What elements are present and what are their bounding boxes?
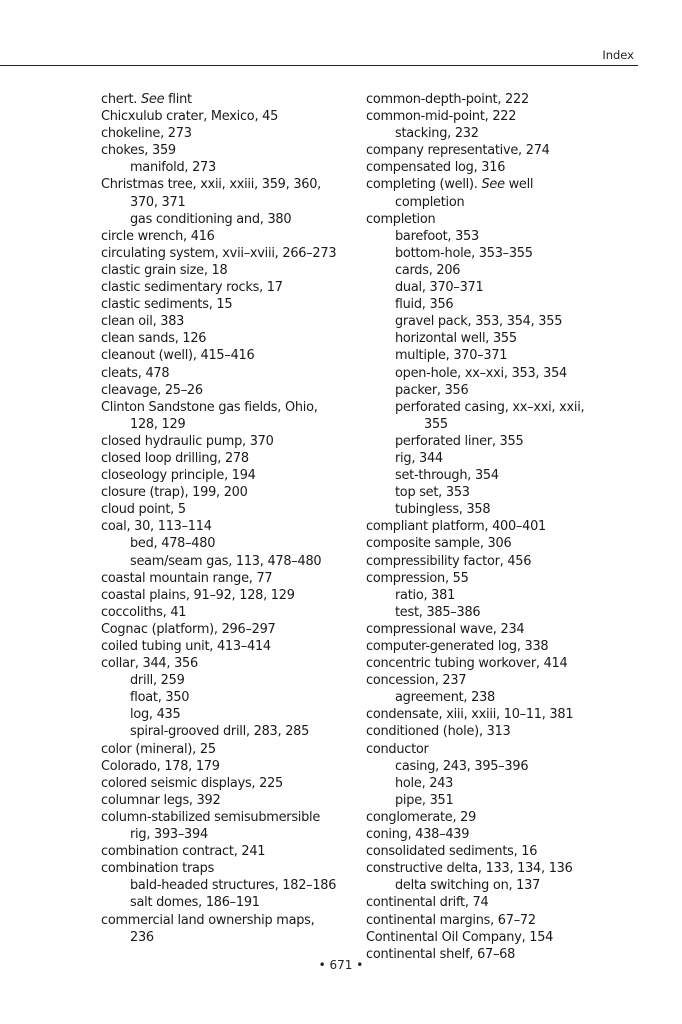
index-entry [101, 91, 371, 108]
index-entry-text: coastal mountain range, 77 [101, 570, 273, 586]
index-entry-text: packer, 356 [395, 382, 469, 398]
index-entry [366, 553, 636, 570]
index-entry [366, 723, 636, 740]
index-entry-text: rig, 393–394 [130, 827, 208, 843]
index-entry-text: conglomerate, 29 [366, 809, 477, 825]
index-entry [366, 433, 636, 450]
index-entry-text: coccoliths, 41 [101, 604, 187, 620]
index-entry-text: closed loop drilling, 278 [101, 450, 249, 466]
index-entry-text: clean sands, 126 [101, 331, 207, 347]
index-entry [101, 347, 371, 364]
index-entry-text: collar, 344, 356 [101, 656, 198, 672]
index-entry-text: cleavage, 25–26 [101, 382, 203, 398]
index-entry-text: 236 [130, 929, 154, 945]
index-entry [366, 809, 636, 826]
index-entry-text: coiled tubing unit, 413–414 [101, 639, 271, 654]
index-entry [101, 809, 371, 826]
index-entry-text: closed hydraulic pump, 370 [101, 433, 274, 449]
index-entry-text: set-through, 354 [395, 468, 499, 484]
index-entry-text: color (mineral), 25 [101, 741, 216, 757]
index-entry [366, 194, 636, 211]
index-entry-text: columnar legs, 392 [101, 792, 221, 808]
index-entry-text: condensate, xiii, xxiii, 10–11, 381 [366, 707, 574, 723]
index-entry [101, 775, 371, 792]
index-entry [101, 843, 371, 860]
index-entry-text: conductor [366, 741, 429, 757]
index-entry-text: hole, 243 [395, 775, 454, 791]
index-entry-text: compliant platform, 400–401 [366, 519, 546, 535]
index-entry-text: continental drift, 74 [366, 895, 489, 911]
index-entry [366, 347, 636, 364]
index-entry-text: combination traps [101, 861, 215, 877]
index-entry-text: perforated casing, xx–xxi, xxii, [395, 399, 585, 415]
index-entry [366, 929, 636, 946]
index-entry [366, 399, 636, 416]
index-entry-text: coning, 438–439 [366, 827, 470, 843]
index-entry [366, 245, 636, 262]
index-column-right [366, 91, 636, 963]
index-entry [366, 228, 636, 245]
index-entry [366, 211, 636, 228]
index-entry-text: closure (trap), 199, 200 [101, 485, 248, 501]
index-entry-text: continental margins, 67–72 [366, 912, 536, 928]
index-entry [366, 775, 636, 792]
index-entry-text: Clinton Sandstone gas fields, Ohio, [101, 399, 318, 415]
index-entry-text: consolidated sediments, 16 [366, 844, 538, 860]
index-entry [366, 621, 636, 638]
index-entry-text: concession, 237 [366, 673, 467, 689]
index-entry-text: compensated log, 316 [366, 160, 506, 176]
index-entry-text: clean oil, 383 [101, 314, 185, 330]
index-entry [101, 723, 371, 740]
index-entry [366, 826, 636, 843]
index-entry-text: company representative, 274 [366, 143, 550, 159]
index-entry [101, 621, 371, 638]
index-entry-text: chokes, 359 [101, 143, 176, 159]
index-entry-text: gas conditioning and, 380 [130, 211, 292, 227]
index-entry-text: clastic sedimentary rocks, 17 [101, 280, 283, 296]
index-entry-text: common-depth-point, 222 [366, 92, 529, 107]
index-entry-text: chert. [101, 92, 141, 107]
index-entry [101, 399, 371, 416]
index-entry-text: clastic grain size, 18 [101, 262, 228, 278]
index-entry-text: cards, 206 [395, 262, 461, 278]
index-entry [366, 262, 636, 279]
index-entry-text: Colorado, 178, 179 [101, 758, 220, 774]
index-entry [101, 211, 371, 228]
index-entry [366, 535, 636, 552]
index-entry [101, 279, 371, 296]
index-entry-text: Cognac (platform), 296–297 [101, 621, 276, 637]
cross-reference-see: See [481, 177, 505, 193]
index-entry-text: barefoot, 353 [395, 228, 479, 244]
page-number: • 671 • [318, 958, 364, 972]
index-entry [101, 467, 371, 484]
index-entry [366, 894, 636, 911]
index-column-left [101, 91, 371, 946]
index-entry [101, 518, 371, 535]
index-entry-text: test, 385–386 [395, 604, 481, 620]
index-entry [366, 159, 636, 176]
index-entry-text: float, 350 [130, 690, 190, 706]
index-entry-text: cleats, 478 [101, 365, 170, 381]
index-entry [101, 262, 371, 279]
index-entry-text: clastic sediments, 15 [101, 297, 233, 313]
index-entry [366, 108, 636, 125]
index-entry-text: ratio, 381 [395, 587, 456, 603]
index-entry-text: bald-headed structures, 182–186 [130, 878, 337, 894]
index-entry-text: circle wrench, 416 [101, 228, 215, 244]
index-entry-text: constructive delta, 133, 134, 136 [366, 861, 573, 877]
index-entry [366, 604, 636, 621]
index-entry [101, 655, 371, 672]
index-entry [366, 365, 636, 382]
index-entry-text: bottom-hole, 353–355 [395, 245, 533, 261]
index-entry [101, 433, 371, 450]
index-entry [101, 672, 371, 689]
index-entry [101, 108, 371, 125]
index-entry [366, 843, 636, 860]
index-entry-text: spiral-grooved drill, 283, 285 [130, 724, 310, 740]
index-entry [101, 706, 371, 723]
index-entry-text: closeology principle, 194 [101, 468, 256, 484]
index-entry [366, 877, 636, 894]
index-entry-text: compressional wave, 234 [366, 621, 525, 637]
index-entry-text: completing (well). [366, 177, 482, 193]
index-entry [101, 638, 371, 655]
index-entry [366, 758, 636, 775]
index-entry-text: compressibility factor, 456 [366, 553, 532, 569]
index-entry [101, 792, 371, 809]
index-entry [366, 416, 636, 433]
index-entry-text: log, 435 [130, 707, 181, 723]
index-entry [101, 570, 371, 587]
index-entry-text: composite sample, 306 [366, 536, 512, 552]
index-entry [366, 382, 636, 399]
index-entry-text: compression, 55 [366, 570, 469, 586]
index-entry-text: circulating system, xvii–xviii, 266–273 [101, 245, 337, 261]
index-entry [366, 125, 636, 142]
index-entry [101, 604, 371, 621]
index-entry-text: horizontal well, 355 [395, 331, 517, 347]
index-entry-text: seam/seam gas, 113, 478–480 [130, 553, 322, 569]
index-entry-text: 128, 129 [130, 416, 186, 432]
index-entry-text: salt domes, 186–191 [130, 895, 260, 911]
index-entry [366, 484, 636, 501]
index-entry [101, 142, 371, 159]
index-entry-text: coastal plains, 91–92, 128, 129 [101, 587, 295, 603]
index-entry-text: fluid, 356 [395, 297, 454, 313]
index-entry-text: combination contract, 241 [101, 844, 266, 860]
index-entry-text: commercial land ownership maps, [101, 912, 315, 928]
index-entry-text: coal, 30, 113–114 [101, 519, 212, 535]
index-entry-text: concentric tubing workover, 414 [366, 656, 568, 672]
index-entry-text: flint [164, 92, 192, 107]
index-entry [366, 587, 636, 604]
index-entry [101, 535, 371, 552]
index-entry-text: conditioned (hole), 313 [366, 724, 511, 740]
index-entry [101, 176, 371, 193]
index-entry [101, 330, 371, 347]
index-entry [101, 553, 371, 570]
index-entry-text: chokeline, 273 [101, 126, 192, 142]
index-entry [101, 587, 371, 604]
index-entry [101, 313, 371, 330]
index-entry-text: computer-generated log, 338 [366, 639, 549, 654]
index-entry [101, 416, 371, 433]
index-entry [101, 228, 371, 245]
index-entry-text: bed, 478–480 [130, 536, 216, 552]
index-entry-text: completion [366, 211, 436, 227]
index-entry-text: rig, 344 [395, 450, 443, 466]
index-entry-text: pipe, 351 [395, 792, 454, 808]
index-entry [101, 758, 371, 775]
index-entry [101, 501, 371, 518]
index-entry [101, 826, 371, 843]
index-entry-text: delta switching on, 137 [395, 878, 541, 894]
index-entry-text: colored seismic displays, 225 [101, 775, 283, 791]
index-entry-text: perforated liner, 355 [395, 433, 524, 449]
index-entry-text: Continental Oil Company, 154 [366, 929, 554, 945]
index-entry [366, 91, 636, 108]
index-entry-text: 355 [424, 416, 448, 432]
index-entry-text: column-stabilized semisubmersible [101, 809, 321, 825]
header-rule [0, 65, 638, 66]
index-entry [366, 518, 636, 535]
running-head: Index [602, 48, 634, 62]
index-entry-text: dual, 370–371 [395, 280, 484, 296]
index-entry-text: cloud point, 5 [101, 502, 186, 518]
index-entry [101, 382, 371, 399]
index-entry [366, 860, 636, 877]
index-entry-text: Chicxulub crater, Mexico, 45 [101, 109, 279, 125]
index-entry [366, 912, 636, 929]
index-entry [101, 689, 371, 706]
index-entry-text: agreement, 238 [395, 690, 495, 706]
index-entry [101, 741, 371, 758]
index-entry-text: casing, 243, 395–396 [395, 758, 529, 774]
index-entry [366, 672, 636, 689]
index-entry-text: multiple, 370–371 [395, 348, 508, 364]
index-entry [101, 894, 371, 911]
index-entry-text: open-hole, xx–xxi, 353, 354 [395, 365, 567, 381]
index-entry [366, 741, 636, 758]
index-entry [101, 877, 371, 894]
index-entry [366, 638, 636, 655]
index-entry-text: 370, 371 [130, 194, 186, 210]
index-entry-text: completion [395, 194, 465, 210]
index-entry [366, 279, 636, 296]
index-entry-text: drill, 259 [130, 673, 185, 689]
index-entry [366, 570, 636, 587]
index-entry [366, 706, 636, 723]
index-entry [366, 313, 636, 330]
index-entry-text: Christmas tree, xxii, xxiii, 359, 360, [101, 177, 322, 193]
index-entry [101, 159, 371, 176]
index-entry [101, 296, 371, 313]
index-entry-text: manifold, 273 [130, 160, 216, 176]
index-entry [366, 467, 636, 484]
index-entry-text: tubingless, 358 [395, 502, 491, 518]
index-entry [366, 689, 636, 706]
index-entry [101, 365, 371, 382]
index-entry [366, 792, 636, 809]
index-entry-text: common-mid-point, 222 [366, 109, 517, 125]
index-entry [101, 450, 371, 467]
index-entry [366, 176, 636, 193]
index-entry [366, 142, 636, 159]
index-entry [101, 912, 371, 929]
index-entry-text: top set, 353 [395, 485, 470, 501]
index-entry-text: well [504, 177, 534, 193]
index-entry [366, 501, 636, 518]
index-entry [366, 450, 636, 467]
index-entry [366, 296, 636, 313]
index-entry [366, 330, 636, 347]
index-entry [101, 484, 371, 501]
index-entry-text: gravel pack, 353, 354, 355 [395, 314, 563, 330]
index-entry [366, 655, 636, 672]
index-entry [101, 125, 371, 142]
index-entry [101, 929, 371, 946]
index-entry-text: continental shelf, 67–68 [366, 946, 516, 962]
index-entry [101, 245, 371, 262]
index-entry [101, 860, 371, 877]
index-entry-text: cleanout (well), 415–416 [101, 348, 255, 364]
index-entry-text: stacking, 232 [395, 126, 479, 142]
cross-reference-see: See [141, 92, 165, 107]
index-entry [101, 194, 371, 211]
